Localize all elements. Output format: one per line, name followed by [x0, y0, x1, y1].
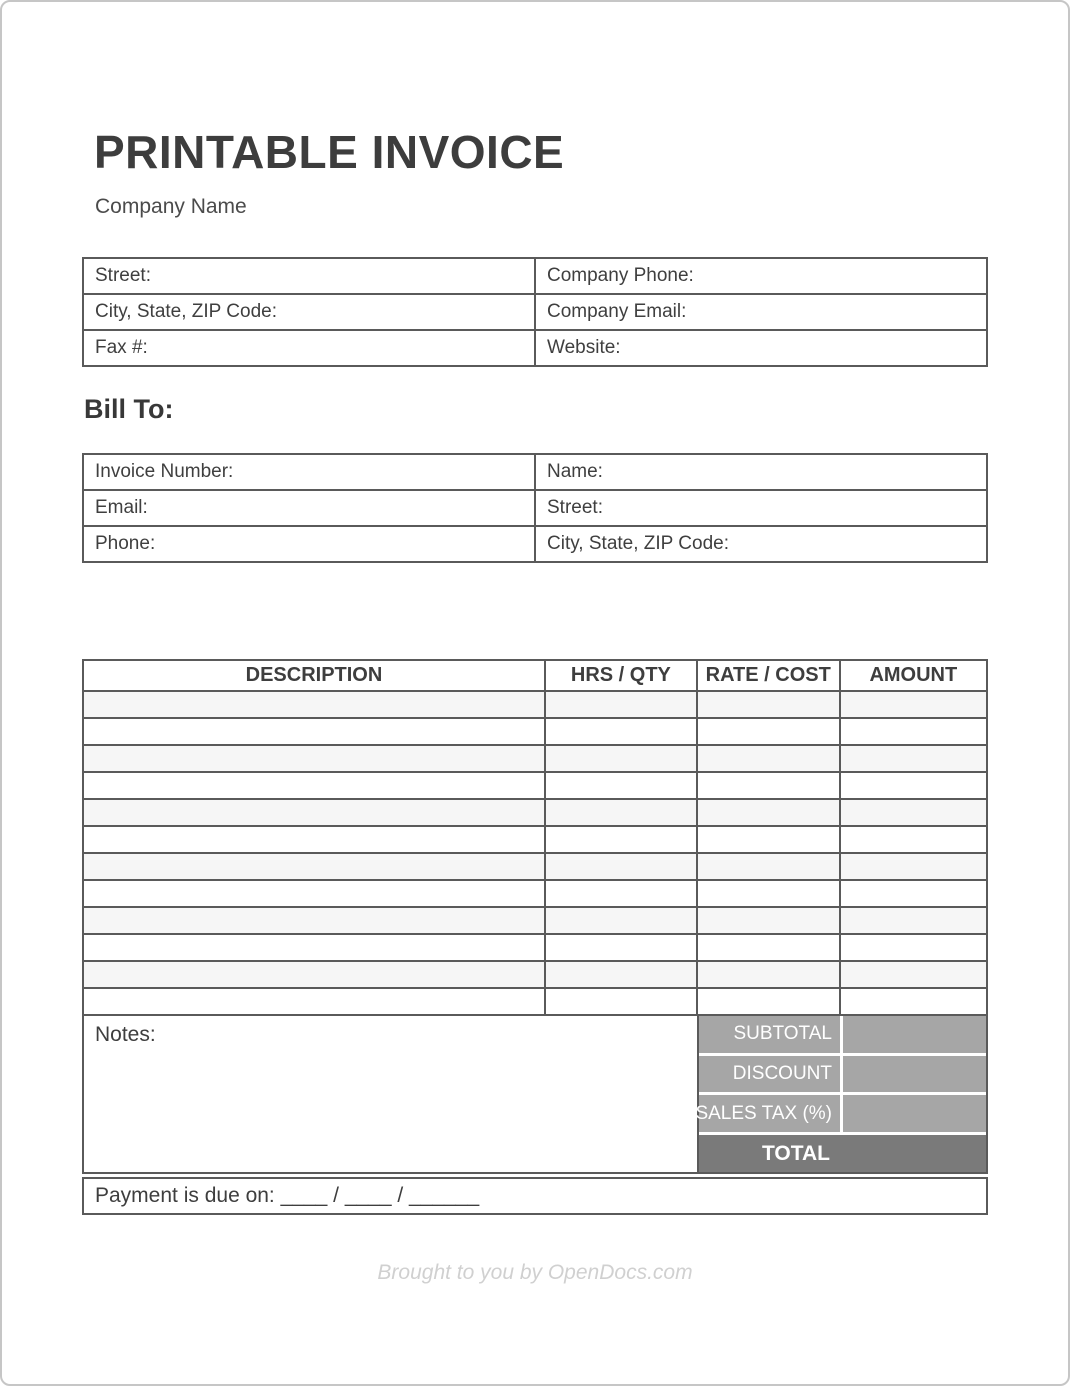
item-cell: [697, 745, 840, 772]
item-cell: [697, 853, 840, 880]
item-row: [83, 772, 987, 799]
item-cell: [840, 799, 987, 826]
item-cell: [840, 907, 987, 934]
item-cell: [83, 988, 545, 1015]
item-cell: [83, 799, 545, 826]
item-cell: [545, 853, 697, 880]
bill-city-cell: City, State, ZIP Code:: [535, 526, 987, 562]
subtotal-label: SUBTOTAL: [699, 1016, 840, 1053]
item-cell: [697, 691, 840, 718]
bill-to-heading: Bill To:: [84, 393, 174, 424]
bill-street-cell: Street:: [535, 490, 987, 526]
discount-row: [699, 1056, 986, 1093]
item-cell: [545, 691, 697, 718]
item-cell: [697, 826, 840, 853]
items-table-body: [83, 691, 987, 1015]
item-cell: [83, 772, 545, 799]
item-cell: [83, 853, 545, 880]
page-title: PRINTABLE INVOICE: [94, 126, 565, 178]
bill-phone-cell: Phone:: [83, 526, 535, 562]
item-row: [83, 826, 987, 853]
item-row: [83, 988, 987, 1015]
table-row: [83, 330, 987, 366]
footer-credit: Brought to you by OpenDocs.com: [377, 1260, 693, 1284]
item-cell: [83, 826, 545, 853]
item-cell: [697, 907, 840, 934]
item-row: [83, 718, 987, 745]
item-cell: [697, 799, 840, 826]
items-table: [82, 659, 988, 1016]
invoice-number-cell: Invoice Number:: [83, 454, 535, 490]
bill-to-table: [82, 453, 988, 563]
item-cell: [697, 961, 840, 988]
discount-value: [843, 1056, 986, 1093]
item-cell: [697, 988, 840, 1015]
table-row: [83, 294, 987, 330]
company-name: Company Name: [95, 194, 247, 218]
item-cell: [840, 718, 987, 745]
item-cell: [545, 826, 697, 853]
item-cell: [545, 799, 697, 826]
header-description: DESCRIPTION: [83, 660, 545, 691]
bill-name-cell: Name:: [535, 454, 987, 490]
totals-panel: [695, 1016, 986, 1172]
payment-due-text: Payment is due on: ____ / ____ / ______: [95, 1183, 480, 1207]
sales-tax-value: [843, 1095, 986, 1132]
table-row: [83, 526, 987, 562]
notes-totals-section: [82, 1016, 988, 1174]
item-cell: [840, 691, 987, 718]
company-city-cell: City, State, ZIP Code:: [83, 294, 535, 330]
sales-tax-row: [695, 1095, 986, 1132]
item-cell: [697, 718, 840, 745]
header-hrs-qty: HRS / QTY: [545, 660, 697, 691]
item-cell: [83, 961, 545, 988]
table-row: [83, 258, 987, 294]
table-row: [83, 454, 987, 490]
notes-cell: [84, 1016, 699, 1172]
item-cell: [83, 718, 545, 745]
item-row: [83, 907, 987, 934]
item-cell: [840, 772, 987, 799]
item-row: [83, 799, 987, 826]
payment-due-row: [82, 1177, 988, 1215]
company-phone-cell: Company Phone:: [535, 258, 987, 294]
item-cell: [840, 853, 987, 880]
item-cell: [545, 934, 697, 961]
item-cell: [545, 961, 697, 988]
item-cell: [840, 961, 987, 988]
item-cell: [697, 772, 840, 799]
item-cell: [545, 907, 697, 934]
item-cell: [840, 880, 987, 907]
item-cell: [697, 880, 840, 907]
item-cell: [840, 934, 987, 961]
company-email-cell: Company Email:: [535, 294, 987, 330]
sales-tax-label: SALES TAX (%): [699, 1095, 840, 1132]
item-cell: [840, 826, 987, 853]
header-amount: AMOUNT: [840, 660, 987, 691]
item-cell: [545, 772, 697, 799]
item-cell: [83, 745, 545, 772]
item-cell: [697, 934, 840, 961]
bill-email-cell: Email:: [83, 490, 535, 526]
total-row: TOTAL: [699, 1135, 986, 1172]
item-cell: [545, 745, 697, 772]
item-row: [83, 853, 987, 880]
notes-label: Notes:: [95, 1022, 156, 1046]
item-row: [83, 961, 987, 988]
header-rate-cost: RATE / COST: [697, 660, 840, 691]
item-cell: [83, 880, 545, 907]
item-cell: [545, 718, 697, 745]
company-street-cell: Street:: [83, 258, 535, 294]
item-cell: [545, 988, 697, 1015]
subtotal-value: [843, 1016, 986, 1053]
item-row: [83, 691, 987, 718]
item-row: [83, 934, 987, 961]
items-header-row: [83, 660, 987, 691]
company-info-table: [82, 257, 988, 367]
subtotal-row: [699, 1016, 986, 1053]
item-cell: [545, 880, 697, 907]
item-cell: [83, 691, 545, 718]
discount-label: DISCOUNT: [699, 1056, 840, 1093]
item-row: [83, 880, 987, 907]
item-cell: [83, 907, 545, 934]
item-row: [83, 745, 987, 772]
company-website-cell: Website:: [535, 330, 987, 366]
item-cell: [83, 934, 545, 961]
item-cell: [840, 988, 987, 1015]
table-row: [83, 490, 987, 526]
company-fax-cell: Fax #:: [83, 330, 535, 366]
item-cell: [840, 745, 987, 772]
